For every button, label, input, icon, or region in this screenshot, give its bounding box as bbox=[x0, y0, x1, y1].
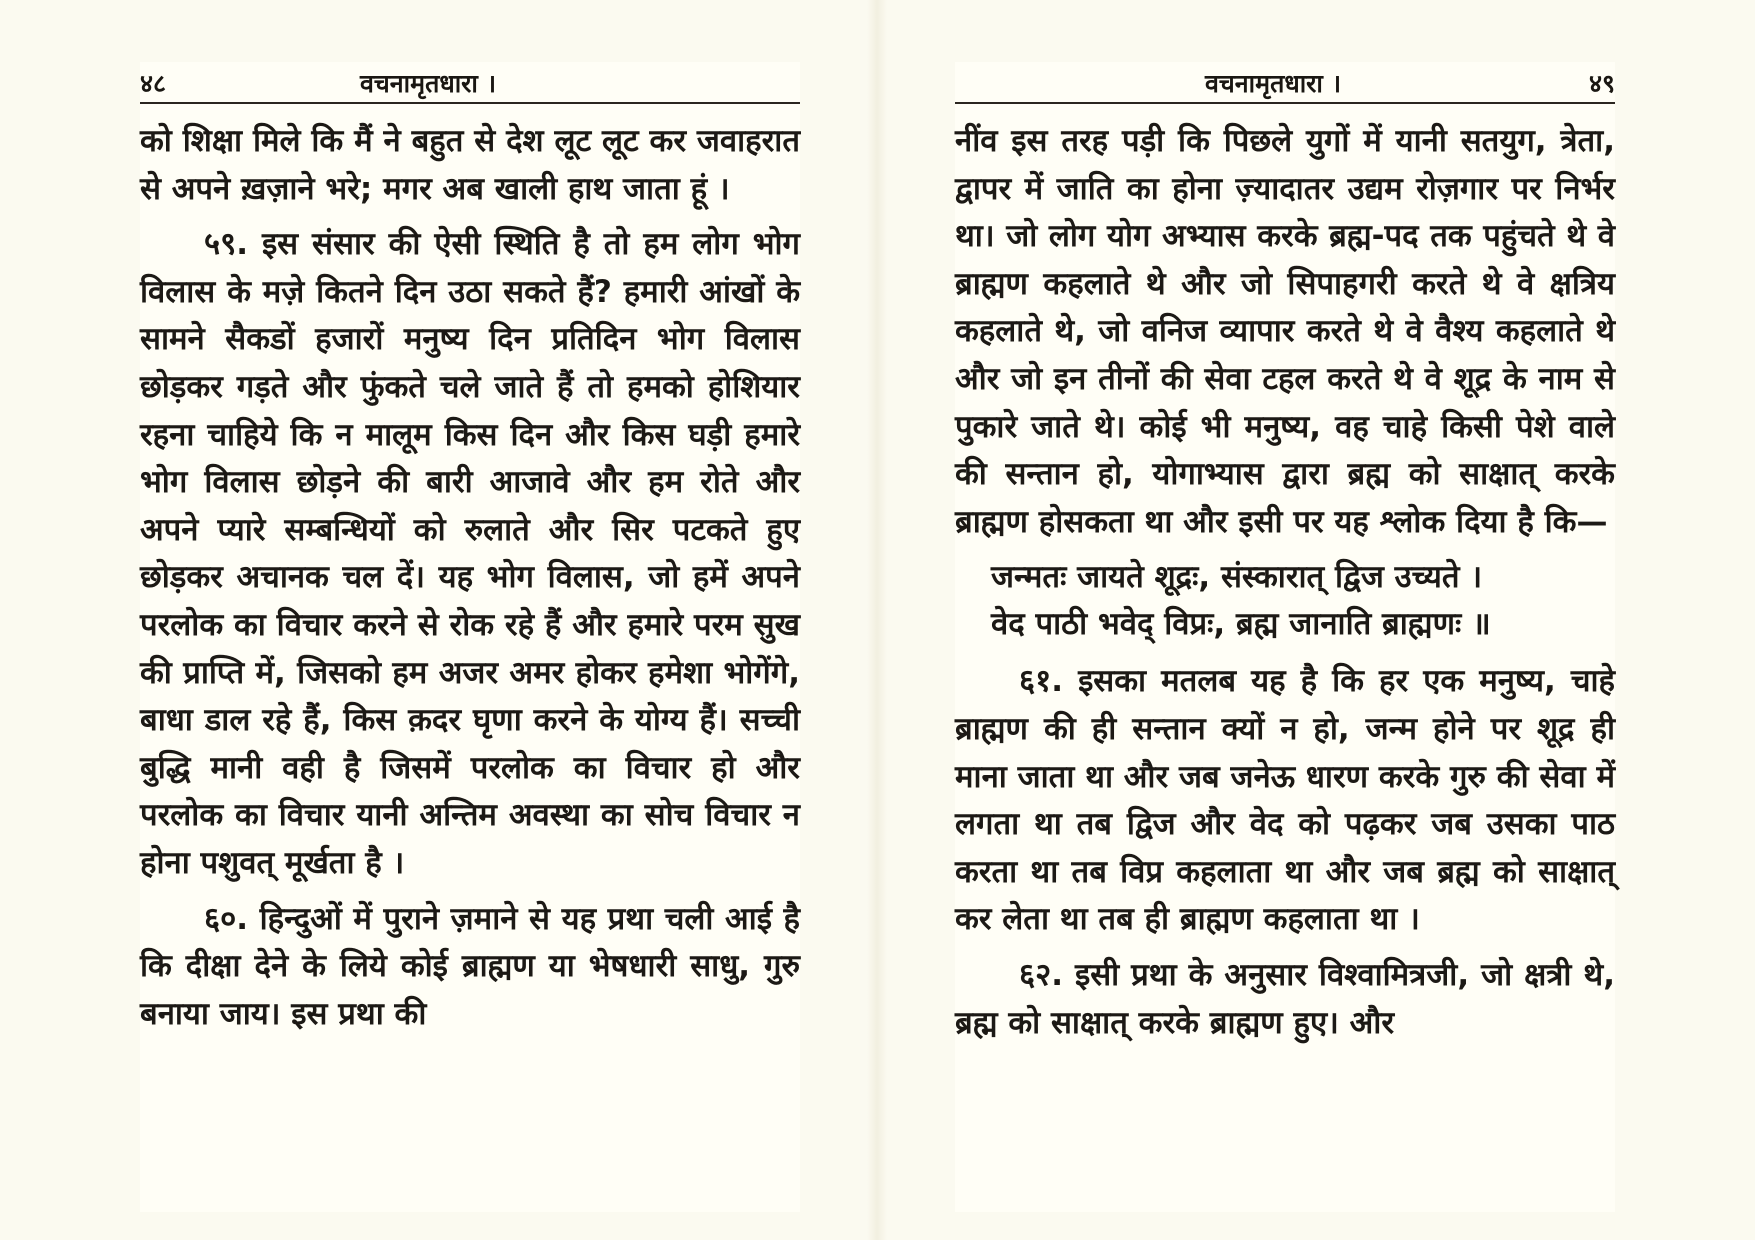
left-page-header bbox=[140, 62, 800, 104]
paragraph-62: ६२. इसी प्रथा के अनुसार विश्वामित्रजी, जो क्षत्री थे, ब्रह्म को साक्षात् करके ब्राह्मण हुए। और bbox=[955, 956, 1615, 1041]
right-page-number: ४९ bbox=[1588, 69, 1615, 98]
paragraph-60: ६०. हिन्दुओं में पुराने ज़माने से यह प्रथा चली आई है कि दीक्षा देने के लिये कोई ब्राह्मण या भेषधारी साधु, गुरु बनाया जाय। इस प्रथा की bbox=[140, 900, 800, 1032]
book-gutter bbox=[867, 0, 887, 1240]
left-page-number: ४८ bbox=[140, 69, 167, 98]
sanskrit-verse bbox=[991, 554, 1615, 648]
left-running-title: वचनामृतधारा । bbox=[360, 69, 497, 98]
left-paragraph-continued: को शिक्षा मिले कि मैं ने बहुत से देश लूट लूट कर जवाहरात से अपने ख़ज़ाने भरे; मगर अब खाली हाथ जाता हूं । bbox=[140, 123, 800, 207]
paragraph-59: ५९. इस संसार की ऐसी स्थिति है तो हम लोग भोग विलास के मज़े कितने दिन उठा सकते हैं? हमारी आंखों के सामने सैकडों हजारों मनुष्य दिन प्रतिदिन भोग विलास छोड़कर गड़ते और फुंकते चले जाते हैं तो हमको होशियार रहना चाहिये कि न मालूम किस दिन और किस घड़ी हमारे भोग विलास छोड़ने की बारी आजावे और हम रोते और अपने प्यारे सम्बन्धियों को रुलाते और सिर पटकते हुए छोड़कर अचानक चल दें। यह भोग विलास, जो हमें अपने परलोक का विचार करने से रोक रहे हैं और हमारे परम सुख की प्राप्ति में, जिसको हम अजर अमर होकर हमेशा भोगेंगे, बाधा डाल रहे हैं, किस क़दर घृणा करने के योग्य हैं। सच्ची बुद्धि मानी वही है जिसमें परलोक का विचार हो और परलोक का विचार यानी अन्तिम अवस्था का सोच विचार न होना पशुवत् मूर्खता है । bbox=[140, 226, 800, 881]
right-running-title: वचनामृतधारा । bbox=[1205, 69, 1342, 98]
paragraph-60-continued: नींव इस तरह पड़ी कि पिछले युगों में यानी सतयुग, त्रेता, द्वापर में जाति का होना ज़्यादातर उद्यम रोज़गार पर निर्भर था। जो लोग योग अभ्यास करके ब्रह्म-पद तक पहुंचते थे वे ब्राह्मण कहलाते थे और जो सिपाहगरी करते थे वे क्षत्रिय कहलाते थे, जो वनिज व्यापार करते थे वे वैश्य कहलाते थे और जो इन तीनों की सेवा टहल करते थे वे शूद्र के नाम से पुकारे जाते थे। कोई भी मनुष्य, वह चाहे किसी पेशे वाले की सन्तान हो, योगाभ्यास द्वारा ब्रह्म को साक्षात् करके ब्राह्मण होसकता था और इसी पर यह श्लोक दिया है कि— bbox=[955, 123, 1615, 540]
left-page bbox=[140, 62, 800, 1212]
verse-line-1: जन्मतः जायते शूद्रः, संस्कारात् द्विज उच्यते । bbox=[991, 559, 1483, 596]
paragraph-61: ६१. इसका मतलब यह है कि हर एक मनुष्य, चाहे ब्राह्मण की ही सन्तान क्यों न हो, जन्म होने पर शूद्र ही माना जाता था और जब जनेऊ धारण करके गुरु की सेवा में लगता था तब द्विज और वेद को पढ़कर जब उसका पाठ करता था तब विप्र कहलाता था और जब ब्रह्म को साक्षात् कर लेता था तब ही ब्राह्मण कहलाता था । bbox=[955, 663, 1615, 938]
right-page bbox=[955, 62, 1615, 1212]
left-page-text bbox=[140, 118, 800, 1038]
right-page-text bbox=[955, 118, 1615, 1047]
verse-line-2: वेद पाठी भवेद् विप्रः, ब्रह्म जानाति ब्राह्मणः ॥ bbox=[991, 606, 1491, 643]
right-page-header bbox=[955, 62, 1615, 104]
